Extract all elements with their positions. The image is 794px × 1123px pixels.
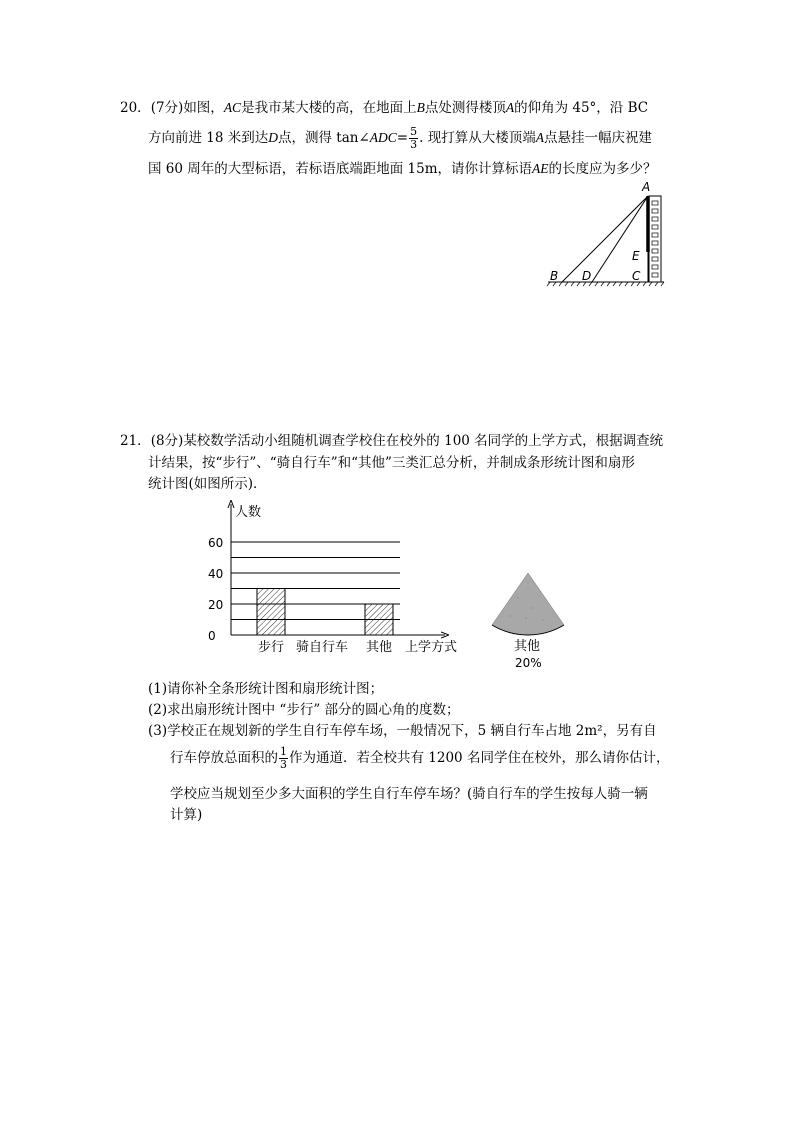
q21-sub3-line3: 学校应当规划至少多大面积的学生自行车停车场？(骑自行车的学生按每人骑一辆 <box>170 786 648 802</box>
q21-sub3-line1: (3)学校正在规划新的学生自行车停车场，一般情况下，5 辆自行车占地 2m²，另有自 <box>148 723 657 739</box>
x-category-label: 骑自行车 <box>295 640 349 655</box>
q21-sub3-line4: 计算) <box>170 807 203 823</box>
label-C: C <box>632 269 641 283</box>
fraction-5-3: $\frac{5}{3}$ <box>410 125 418 151</box>
bar-0 <box>257 589 285 636</box>
label-B: B <box>550 269 559 283</box>
y-tick-label: 20 <box>208 598 224 612</box>
bar-chart <box>195 498 470 658</box>
pie-percent: 20% <box>515 656 542 670</box>
q21-number: 21． <box>120 433 151 449</box>
q21-sub1: (1)请你补全条形统计图和扇形统计图； <box>148 681 384 697</box>
q21-sub2: (2)求出扇形统计图中 “步行” 部分的圆心角的度数； <box>148 702 460 718</box>
q20-score: (7分) <box>150 100 184 116</box>
q21-line2: 计结果，按“步行”、“骑自行车”和“其他”三类汇总分析，并制成条形统计图和扇形 <box>148 455 635 471</box>
building-figure <box>540 178 670 288</box>
q21-line1: 21．(8分)某校数学活动小组随机调查学校住在校外的 100 名同学的上学方式，根据调查统 <box>120 433 664 449</box>
q20-line3: 国 60 周年的大型标语，若标语底端距地面 15m，请你计算标语AE的长度应为多少？ <box>148 161 657 177</box>
label-D: D <box>582 269 592 283</box>
y-tick-label: 60 <box>208 536 224 550</box>
q21-sub3-line2: 行车停放总面积的 $\frac{1}{3}$ 作为通道．若全校共有 1200 名同学住在校外，那么请你估计， <box>170 745 670 771</box>
x-axis-label: 上学方式 <box>405 640 458 655</box>
q20-line1: 20．(7分)如图，AC是我市某大楼的高，在地面上B点处测得楼顶A的仰角为 45°，沿 BC <box>120 100 649 116</box>
label-E: E <box>632 249 640 263</box>
q21-line3: 统计图(如图所示)． <box>148 476 267 492</box>
x-category-label: 其他 <box>365 640 393 655</box>
q20-number: 20． <box>120 100 151 116</box>
q21-score: (8分) <box>150 433 184 449</box>
label-A: A <box>642 180 651 194</box>
q20-line2: 方向前进 18 米到达D点，测得 tan∠ADC= $\frac{5}{3}$ . 现打算从大楼顶端A点悬挂一幅庆祝建 <box>148 125 652 151</box>
y-tick-label: 0 <box>208 629 216 643</box>
pie-chart <box>488 568 568 673</box>
bar-2 <box>365 604 393 635</box>
y-axis-label: 人数 <box>235 505 262 520</box>
y-tick-label: 40 <box>208 567 224 581</box>
fraction-1-3: $\frac{1}{3}$ <box>280 745 287 771</box>
pie-sector-other <box>492 573 564 635</box>
pie-label: 其他 <box>514 639 541 654</box>
x-category-label: 步行 <box>257 640 285 655</box>
